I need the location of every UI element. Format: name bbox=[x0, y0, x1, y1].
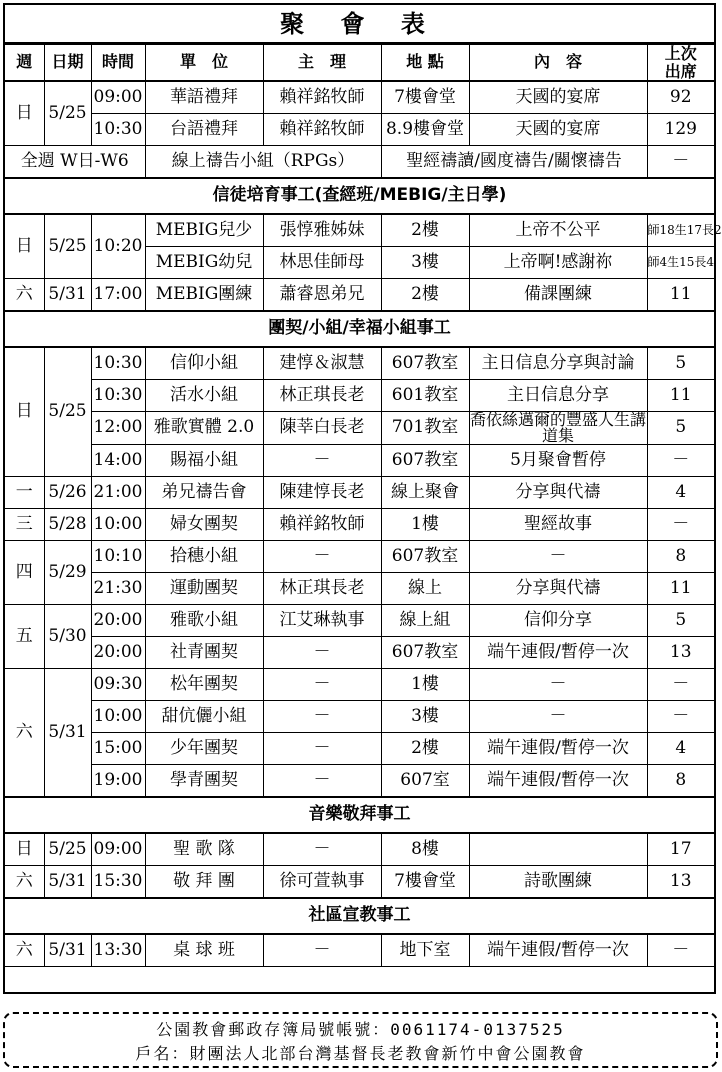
unit-cell: 運動團契 bbox=[145, 573, 263, 605]
place-cell: 2樓 bbox=[381, 733, 469, 765]
content-cell: 5月聚會暫停 bbox=[469, 445, 647, 477]
unit-cell: 松年團契 bbox=[145, 669, 263, 701]
attendance-cell: － bbox=[647, 146, 714, 179]
table-row bbox=[5, 701, 714, 733]
content-cell: 天國的宴席 bbox=[469, 114, 647, 146]
time-cell: 14:00 bbox=[91, 445, 145, 477]
attendance-cell: － bbox=[647, 669, 714, 701]
time-cell: 19:00 bbox=[91, 765, 145, 798]
time-cell: 12:00 bbox=[91, 412, 145, 445]
unit-cell: 弟兄禱告會 bbox=[145, 477, 263, 509]
leader-cell: － bbox=[263, 733, 381, 765]
place-cell: 1樓 bbox=[381, 509, 469, 541]
bank-account-footer bbox=[3, 1012, 718, 1068]
time-cell: 10:30 bbox=[91, 380, 145, 412]
content-cell: 端午連假/暫停一次 bbox=[469, 765, 647, 798]
table-row bbox=[5, 866, 714, 899]
time-cell: 20:00 bbox=[91, 605, 145, 637]
attendance-cell: 4 bbox=[647, 733, 714, 765]
content-cell: 天國的宴席 bbox=[469, 81, 647, 114]
table-row bbox=[5, 765, 714, 798]
unit-cell: 拾穗小組 bbox=[145, 541, 263, 573]
content-cell: － bbox=[469, 669, 647, 701]
unit-cell: 雅歌小組 bbox=[145, 605, 263, 637]
content-cell: 上帝不公平 bbox=[469, 214, 647, 247]
page-title: 聚 會 表 bbox=[5, 5, 714, 44]
section-title: 信徒培育事工(查經班/MEBIG/主日學) bbox=[5, 178, 714, 214]
weekly-label: 全週 W日-W6 bbox=[5, 146, 145, 179]
time-cell: 09:30 bbox=[91, 669, 145, 701]
date-cell: 5/30 bbox=[44, 605, 91, 669]
place-cell: 2樓 bbox=[381, 214, 469, 247]
place-cell: 607教室 bbox=[381, 445, 469, 477]
attendance-cell: 13 bbox=[647, 637, 714, 669]
place-cell: 8樓 bbox=[381, 833, 469, 866]
table-row bbox=[5, 114, 714, 146]
weekday-cell: 日 bbox=[5, 214, 44, 279]
content-cell: 端午連假/暫停一次 bbox=[469, 637, 647, 669]
account-number: 公園教會郵政存簿局號帳號：0061174-0137525 bbox=[156, 1020, 565, 1039]
content-cell: 備課團練 bbox=[469, 279, 647, 312]
place-cell: 607室 bbox=[381, 765, 469, 798]
place-cell: 線上組 bbox=[381, 605, 469, 637]
date-cell: 5/25 bbox=[44, 833, 91, 866]
content-cell: 信仰分享 bbox=[469, 605, 647, 637]
section-title: 社區宣教事工 bbox=[5, 898, 714, 934]
time-cell: 20:00 bbox=[91, 637, 145, 669]
attendance-cell: 13 bbox=[647, 866, 714, 899]
date-cell: 5/25 bbox=[44, 214, 91, 279]
content-cell: － bbox=[469, 701, 647, 733]
table-row bbox=[5, 733, 714, 765]
time-cell: 10:30 bbox=[91, 347, 145, 380]
time-cell: 17:00 bbox=[91, 279, 145, 312]
weekday-cell: 日 bbox=[5, 833, 44, 866]
table-row bbox=[5, 934, 714, 967]
column-header: 單 位 bbox=[145, 45, 263, 82]
attendance-cell: 92 bbox=[647, 81, 714, 114]
section-row bbox=[5, 898, 714, 934]
column-header: 上次 出席 bbox=[647, 45, 714, 82]
column-header: 主 理 bbox=[263, 45, 381, 82]
leader-cell: 江艾琳執事 bbox=[263, 605, 381, 637]
attendance-cell: 11 bbox=[647, 279, 714, 312]
place-cell: 8.9樓會堂 bbox=[381, 114, 469, 146]
content-cell: 端午連假/暫停一次 bbox=[469, 934, 647, 967]
date-cell: 5/25 bbox=[44, 81, 91, 146]
table-row bbox=[5, 573, 714, 605]
unit-cell: MEBIG團練 bbox=[145, 279, 263, 312]
date-cell: 5/26 bbox=[44, 477, 91, 509]
time-cell: 15:00 bbox=[91, 733, 145, 765]
unit-cell: 信仰小組 bbox=[145, 347, 263, 380]
table-row bbox=[5, 833, 714, 866]
leader-cell: 賴祥銘牧師 bbox=[263, 509, 381, 541]
place-cell: 7樓會堂 bbox=[381, 866, 469, 899]
place-cell: 601教室 bbox=[381, 380, 469, 412]
place-cell: 7樓會堂 bbox=[381, 81, 469, 114]
table-row bbox=[5, 380, 714, 412]
attendance-cell: 129 bbox=[647, 114, 714, 146]
table-row bbox=[5, 214, 714, 247]
unit-cell: 少年團契 bbox=[145, 733, 263, 765]
unit-cell: 賜福小組 bbox=[145, 445, 263, 477]
leader-cell: － bbox=[263, 445, 381, 477]
leader-cell: 林正琪長老 bbox=[263, 573, 381, 605]
section-row bbox=[5, 797, 714, 833]
leader-cell: 林思佳師母 bbox=[263, 247, 381, 279]
content-cell: 端午連假/暫停一次 bbox=[469, 733, 647, 765]
section-row bbox=[5, 178, 714, 214]
time-cell: 09:00 bbox=[91, 81, 145, 114]
place-cell: 607教室 bbox=[381, 347, 469, 380]
unit-cell: 華語禮拜 bbox=[145, 81, 263, 114]
place-cell: 2樓 bbox=[381, 279, 469, 312]
content-cell: 分享與代禱 bbox=[469, 573, 647, 605]
attendance-cell: 11 bbox=[647, 573, 714, 605]
weekday-cell: 四 bbox=[5, 541, 44, 605]
leader-cell: 陳莘白長老 bbox=[263, 412, 381, 445]
content-cell: 上帝啊!感謝祢 bbox=[469, 247, 647, 279]
unit-cell: MEBIG幼兒 bbox=[145, 247, 263, 279]
unit-cell: 社青團契 bbox=[145, 637, 263, 669]
attendance-cell: － bbox=[647, 445, 714, 477]
table-row bbox=[5, 605, 714, 637]
place-cell: 3樓 bbox=[381, 701, 469, 733]
place-cell: 3樓 bbox=[381, 247, 469, 279]
attendance-cell: 5 bbox=[647, 605, 714, 637]
table-row bbox=[5, 81, 714, 114]
leader-cell: － bbox=[263, 669, 381, 701]
content-cell: 喬依絲邁爾的豐盛人生講道集 bbox=[469, 410, 646, 446]
leader-cell: 蕭睿恩弟兄 bbox=[263, 279, 381, 312]
leader-cell: － bbox=[263, 934, 381, 967]
time-cell: 10:20 bbox=[91, 214, 145, 279]
time-cell: 10:00 bbox=[91, 509, 145, 541]
column-header: 地 點 bbox=[381, 45, 469, 82]
table-row bbox=[5, 146, 714, 179]
weekday-cell: 六 bbox=[5, 866, 44, 899]
attendance-cell: 師4生15長4 bbox=[647, 247, 714, 279]
section-row bbox=[5, 311, 714, 347]
place-cell: 1樓 bbox=[381, 669, 469, 701]
weekday-cell: 三 bbox=[5, 509, 44, 541]
attendance-cell: － bbox=[647, 934, 714, 967]
section-title: 團契/小組/幸福小組事工 bbox=[5, 311, 714, 347]
unit-cell: 學青團契 bbox=[145, 765, 263, 798]
table-row bbox=[5, 412, 714, 445]
weekday-cell: 日 bbox=[5, 81, 44, 146]
leader-cell: － bbox=[263, 765, 381, 798]
content-cell: 聖經故事 bbox=[469, 509, 647, 541]
leader-cell: 建惇＆淑慧 bbox=[263, 347, 381, 380]
weekday-cell: 日 bbox=[5, 347, 44, 477]
table-header-row bbox=[5, 45, 714, 82]
attendance-cell: 8 bbox=[647, 765, 714, 798]
leader-cell: 張惇雅姊妹 bbox=[263, 214, 381, 247]
date-cell: 5/31 bbox=[44, 866, 91, 899]
table-row bbox=[5, 669, 714, 701]
unit-cell: 桌 球 班 bbox=[145, 934, 263, 967]
weekday-cell: 五 bbox=[5, 605, 44, 669]
column-header: 內 容 bbox=[469, 45, 647, 82]
unit-cell: 敬 拜 團 bbox=[145, 866, 263, 899]
time-cell: 15:30 bbox=[91, 866, 145, 899]
content-cell: 聖經禱讀/國度禱告/關懷禱告 bbox=[381, 146, 647, 179]
table-row bbox=[5, 279, 714, 312]
time-cell: 13:30 bbox=[91, 934, 145, 967]
content-cell: 主日信息分享與討論 bbox=[469, 347, 647, 380]
leader-cell: 徐可萱執事 bbox=[263, 866, 381, 899]
weekday-cell: 六 bbox=[5, 934, 44, 967]
content-cell bbox=[469, 833, 647, 866]
table-row bbox=[5, 477, 714, 509]
time-cell: 21:30 bbox=[91, 573, 145, 605]
place-cell: 線上 bbox=[381, 573, 469, 605]
attendance-cell: － bbox=[647, 509, 714, 541]
attendance-cell: 8 bbox=[647, 541, 714, 573]
leader-cell: 林正琪長老 bbox=[263, 380, 381, 412]
unit-cell: 聖 歌 隊 bbox=[145, 833, 263, 866]
content-cell: － bbox=[469, 541, 647, 573]
unit-cell: MEBIG兒少 bbox=[145, 214, 263, 247]
schedule-table bbox=[5, 44, 722, 967]
leader-cell: 賴祥銘牧師 bbox=[263, 81, 381, 114]
unit-cell: 甜伉儷小組 bbox=[145, 701, 263, 733]
date-cell: 5/31 bbox=[44, 279, 91, 312]
leader-cell: 賴祥銘牧師 bbox=[263, 114, 381, 146]
table-row bbox=[5, 637, 714, 669]
schedule-sheet bbox=[3, 3, 722, 994]
table-row bbox=[5, 541, 714, 573]
place-cell: 701教室 bbox=[381, 412, 469, 445]
content-cell: 詩歌團練 bbox=[469, 866, 647, 899]
attendance-cell: 5 bbox=[647, 347, 714, 380]
leader-cell: － bbox=[263, 701, 381, 733]
content-cell: 主日信息分享 bbox=[469, 380, 647, 412]
time-cell: 09:00 bbox=[91, 833, 145, 866]
unit-cell: 雅歌實體 2.0 bbox=[145, 412, 263, 445]
time-cell: 10:30 bbox=[91, 114, 145, 146]
leader-cell: 陳建惇長老 bbox=[263, 477, 381, 509]
place-cell: 607教室 bbox=[381, 637, 469, 669]
unit-cell: 台語禮拜 bbox=[145, 114, 263, 146]
leader-cell: － bbox=[263, 833, 381, 866]
time-cell: 21:00 bbox=[91, 477, 145, 509]
place-cell: 607教室 bbox=[381, 541, 469, 573]
date-cell: 5/31 bbox=[44, 934, 91, 967]
attendance-cell: 5 bbox=[647, 412, 714, 445]
time-cell: 10:10 bbox=[91, 541, 145, 573]
section-title: 音樂敬拜事工 bbox=[5, 797, 714, 833]
table-row bbox=[5, 509, 714, 541]
leader-cell: － bbox=[263, 637, 381, 669]
column-header: 時間 bbox=[91, 45, 145, 82]
column-header: 週 bbox=[5, 45, 44, 82]
place-cell: 地下室 bbox=[381, 934, 469, 967]
content-cell: 分享與代禱 bbox=[469, 477, 647, 509]
weekday-cell: 六 bbox=[5, 279, 44, 312]
table-row bbox=[5, 445, 714, 477]
attendance-cell: 師18生17長2 bbox=[647, 214, 714, 247]
unit-cell: 線上禱告小組（RPGs） bbox=[145, 146, 381, 179]
attendance-cell: 4 bbox=[647, 477, 714, 509]
weekday-cell: 一 bbox=[5, 477, 44, 509]
table-row bbox=[5, 347, 714, 380]
date-cell: 5/31 bbox=[44, 669, 91, 798]
attendance-cell: 17 bbox=[647, 833, 714, 866]
date-cell: 5/28 bbox=[44, 509, 91, 541]
unit-cell: 活水小組 bbox=[145, 380, 263, 412]
date-cell: 5/29 bbox=[44, 541, 91, 605]
column-header: 日期 bbox=[44, 45, 91, 82]
weekday-cell: 六 bbox=[5, 669, 44, 798]
time-cell: 10:00 bbox=[91, 701, 145, 733]
place-cell: 線上聚會 bbox=[381, 477, 469, 509]
attendance-cell: 11 bbox=[647, 380, 714, 412]
leader-cell: － bbox=[263, 541, 381, 573]
unit-cell: 婦女團契 bbox=[145, 509, 263, 541]
account-name: 戶名：財團法人北部台灣基督長老教會新竹中會公園教會 bbox=[135, 1044, 586, 1063]
attendance-cell: － bbox=[647, 701, 714, 733]
date-cell: 5/25 bbox=[44, 347, 91, 477]
